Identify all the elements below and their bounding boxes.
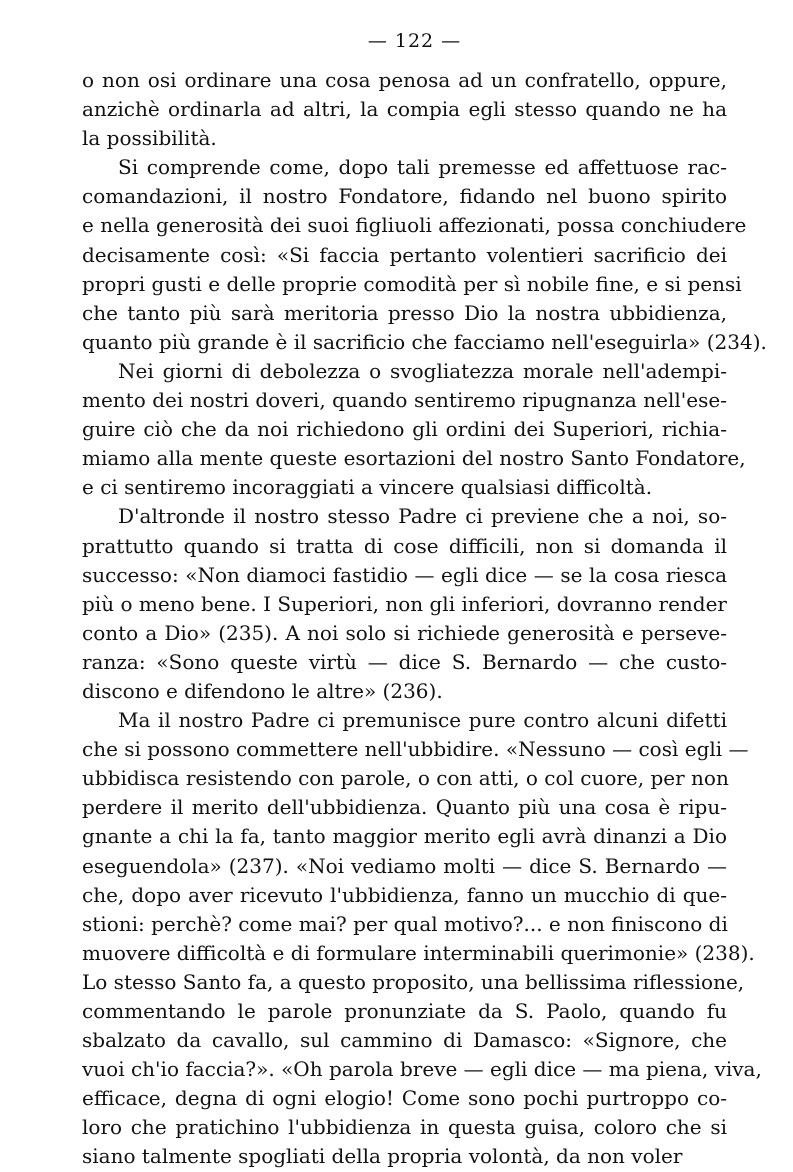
text-line: sbalzato da cavallo, sul cammino di Damasco: «Signore, che <box>82 1028 727 1053</box>
text-line: decisamente così: «Si faccia pertanto volentieri sacrificio dei <box>82 242 727 267</box>
text-line: Si comprende come, dopo tali premesse ed affettuose rac- <box>118 155 727 180</box>
text-line: efficace, degna di ogni elogio! Come sono pochi purtroppo co- <box>82 1086 727 1111</box>
paragraph <box>82 502 727 706</box>
text-line: e nella generosità dei suoi figliuoli affezionati, possa conchiudere <box>82 213 747 238</box>
text-line: o non osi ordinare una cosa penosa ad un confratello, oppure, <box>82 68 727 92</box>
paragraph <box>82 66 727 153</box>
text-line: perdere il merito dell'ubbidienza. Quanto più una cosa è ripu- <box>82 795 727 820</box>
text-line: loro che pratichino l'ubbidienza in questa guisa, coloro che si <box>82 1115 727 1140</box>
body-text <box>82 66 767 1172</box>
paragraph <box>82 357 746 502</box>
paragraph <box>82 153 767 357</box>
text-line: stioni: perchè? come mai? per qual motivo?... e non finiscono di <box>82 911 728 936</box>
text-line: prattutto quando si tratta di cose difficili, non si domanda il <box>82 533 727 558</box>
text-line: propri gusti e delle proprie comodità per sì nobile fine, e si pensi <box>82 271 742 296</box>
text-line: Ma il nostro Padre ci premunisce pure contro alcuni difetti <box>118 708 727 733</box>
text-line: la possibilità. <box>82 126 217 151</box>
text-line: quanto più grande è il sacrificio che facciamo nell'eseguirla» (234). <box>82 329 767 354</box>
text-line: anzichè ordinarla ad altri, la compia egli stesso quando ne ha <box>82 97 727 122</box>
text-line: che tanto più sarà meritoria presso Dio la nostra ubbidienza, <box>82 300 727 325</box>
text-line: D'altronde il nostro stesso Padre ci previene che a noi, so- <box>118 504 727 529</box>
text-line: commentando le parole pronunziate da S. Paolo, quando fu <box>82 999 727 1023</box>
text-line: ranza: «Sono queste virtù — dice S. Bernardo — che custo- <box>82 649 727 674</box>
paragraph <box>82 706 762 1172</box>
text-line: siano talmente spogliati della propria volontà, da non voler <box>82 1144 683 1169</box>
text-line: che si possono commettere nell'ubbidire. «Nessuno — così egli — <box>82 737 749 762</box>
text-line: più o meno bene. I Superiori, non gli inferiori, dovranno render <box>82 591 727 616</box>
text-line: mento dei nostri doveri, quando sentiremo ripugnanza nell'ese- <box>82 388 727 413</box>
text-line: discono e difendono le altre» (236). <box>82 678 443 703</box>
text-line: eseguendola» (237). «Noi vediamo molti — dice S. Bernardo — <box>82 853 727 878</box>
text-line: gnante a chi la fa, tanto maggior merito egli avrà dinanzi a Dio <box>82 824 727 849</box>
text-line: vuoi ch'io faccia?». «Oh parola breve — egli dice — ma piena, viva, <box>82 1057 762 1082</box>
text-line: ubbidisca resistendo con parole, o con atti, o col cuore, per non <box>82 766 729 791</box>
text-line: e ci sentiremo incoraggiati a vincere qualsiasi difficoltà. <box>82 475 653 500</box>
text-line: Nei giorni di debolezza o svogliatezza morale nell'adempi- <box>118 358 727 383</box>
book-page <box>82 30 767 1172</box>
text-line: muovere difficoltà e di formulare interminabili querimonie» (238). <box>82 940 755 965</box>
text-line: comandazioni, il nostro Fondatore, fidando nel buono spirito <box>82 184 727 209</box>
text-line: miamo alla mente queste esortazioni del nostro Santo Fondatore, <box>82 446 746 471</box>
text-line: guire ciò che da noi richiedono gli ordini dei Superiori, richia- <box>82 417 727 442</box>
text-line: Lo stesso Santo fa, a questo proposito, una bellissima riflessione, <box>82 969 745 994</box>
text-line: che, dopo aver ricevuto l'ubbidienza, fanno un mucchio di que- <box>82 882 727 907</box>
text-line: successo: «Non diamoci fastidio — egli dice — se la cosa riesca <box>82 562 727 587</box>
page-number: — 122 — <box>367 30 462 52</box>
text-line: conto a Dio» (235). A noi solo si richiede generosità e perseve- <box>82 620 727 645</box>
